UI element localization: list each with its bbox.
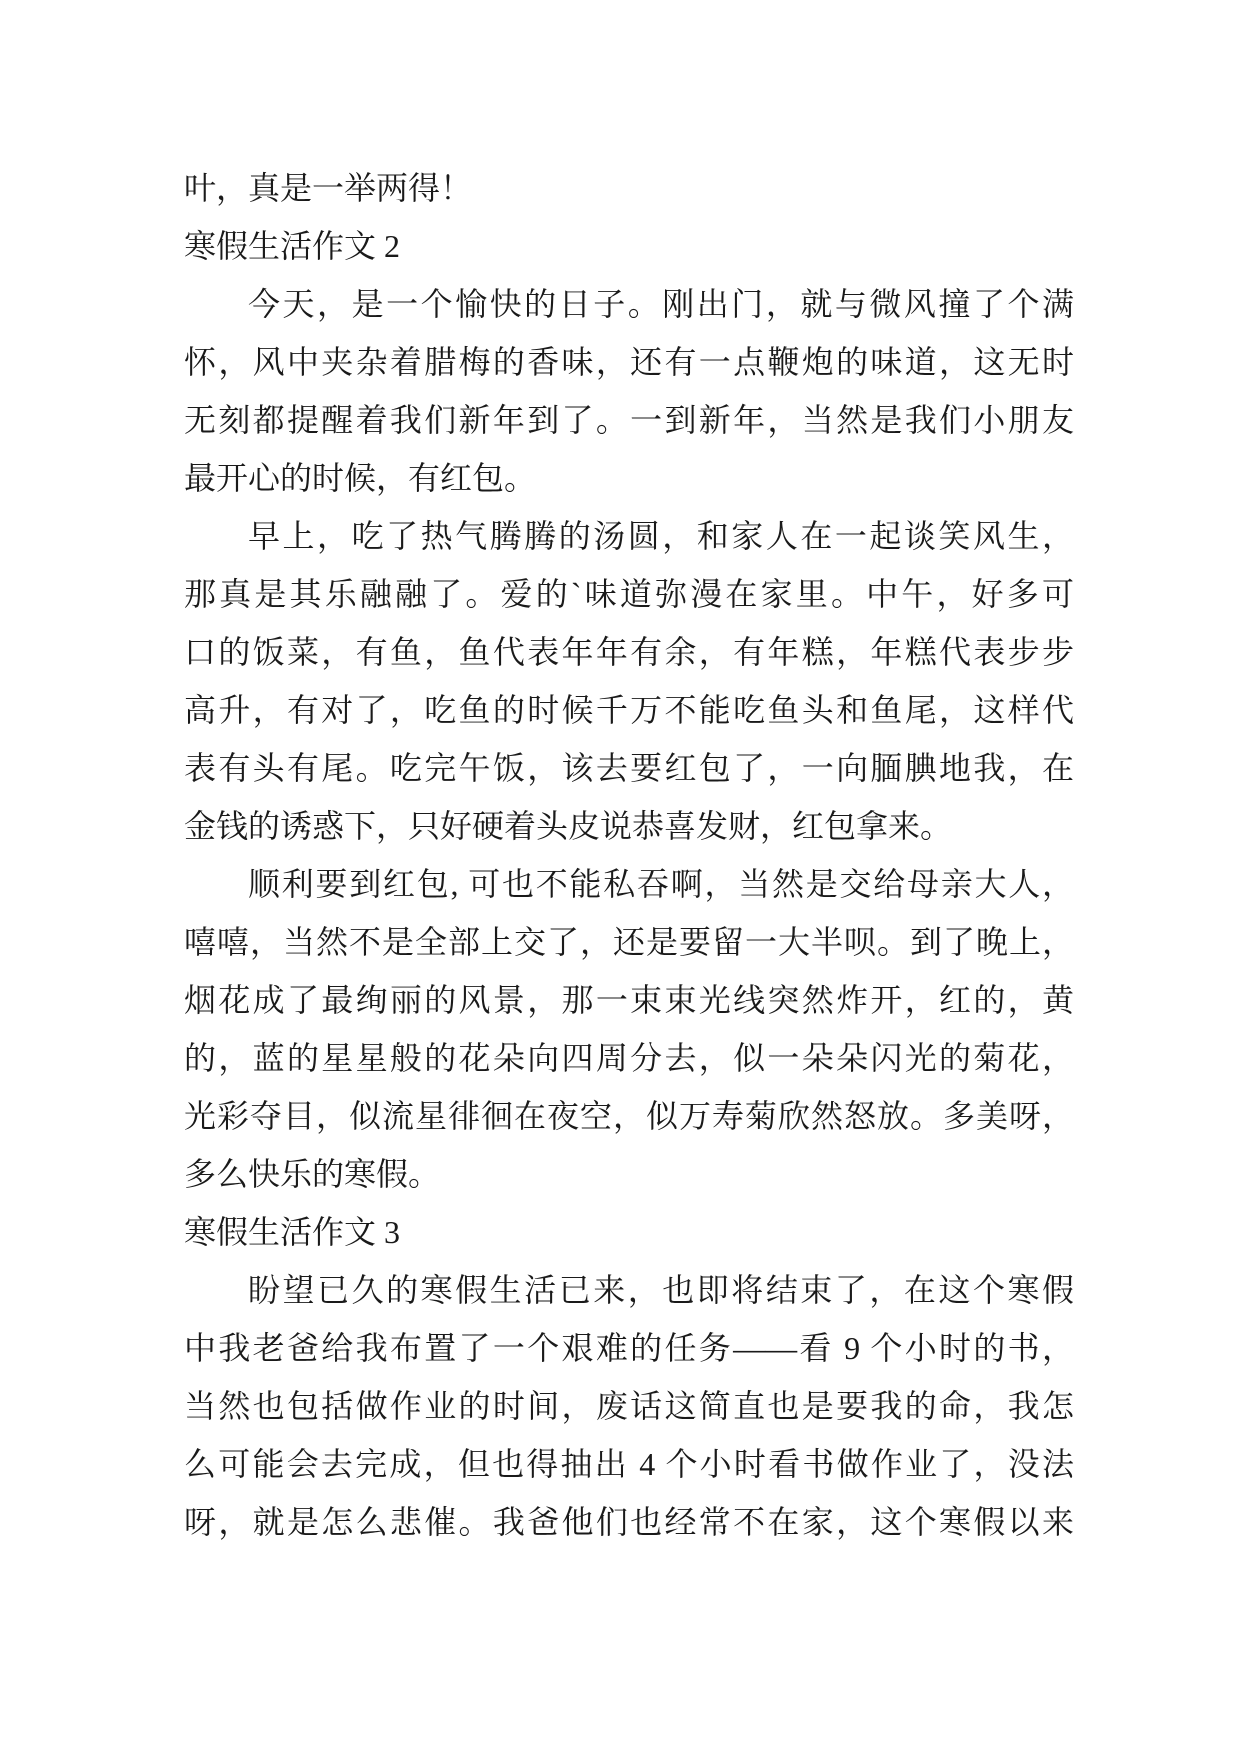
essay-text-block (184, 159, 1074, 1551)
text-line: 烟花成了最绚丽的风景，那一束束光线突然炸开，红的，黄 (184, 982, 1074, 1018)
text-line: 无刻都提醒着我们新年到了。一到新年，当然是我们小朋友 (184, 402, 1074, 438)
text-line: 顺利要到红包, 可也不能私吞啊，当然是交给母亲大人， (248, 866, 1074, 902)
text-line: 光彩夺目，似流星徘徊在夜空，似万寿菊欣然怒放。多美呀， (184, 1098, 1074, 1134)
text-line: 早上，吃了热气腾腾的汤圆，和家人在一起谈笑风生， (248, 518, 1074, 554)
text-line: 高升，有对了，吃鱼的时候千万不能吃鱼头和鱼尾，这样代 (184, 692, 1074, 728)
text-line: 口的饭菜，有鱼，鱼代表年年有余，有年糕，年糕代表步步 (184, 634, 1074, 670)
text-line: 嘻嘻，当然不是全部上交了，还是要留一大半呗。到了晚上， (184, 924, 1074, 960)
text-line: 金钱的诱惑下，只好硬着头皮说恭喜发财，红包拿来。 (184, 808, 953, 844)
text-line: 么可能会去完成，但也得抽出 4 个小时看书做作业了，没法 (184, 1446, 1074, 1482)
text-line: 今天，是一个愉快的日子。刚出门，就与微风撞了个满 (248, 286, 1074, 322)
text-line: 最开心的时候，有红包。 (184, 460, 537, 496)
text-line: 叶，真是一举两得！ (184, 170, 473, 206)
text-line: 当然也包括做作业的时间，废话这简直也是要我的命，我怎 (184, 1388, 1074, 1424)
text-line: 表有头有尾。吃完午饭，该去要红包了，一向腼腆地我，在 (184, 750, 1074, 786)
text-line: 怀，风中夹杂着腊梅的香味，还有一点鞭炮的味道，这无时 (184, 344, 1074, 380)
text-line: 多么快乐的寒假。 (184, 1156, 441, 1192)
text-line: 呀，就是怎么悲催。我爸他们也经常不在家，这个寒假以来 (184, 1504, 1074, 1540)
text-line: 的，蓝的星星般的花朵向四周分去，似一朵朵闪光的菊花， (184, 1040, 1074, 1076)
section-heading: 寒假生活作文 3 (184, 1214, 401, 1250)
text-line: 盼望已久的寒假生活已来，也即将结束了，在这个寒假 (248, 1272, 1074, 1308)
text-line: 那真是其乐融融了。爱的`味道弥漫在家里。中午，好多可 (184, 576, 1074, 612)
text-line: 中我老爸给我布置了一个艰难的任务——看 9 个小时的书， (184, 1330, 1074, 1366)
section-heading: 寒假生活作文 2 (184, 228, 401, 264)
